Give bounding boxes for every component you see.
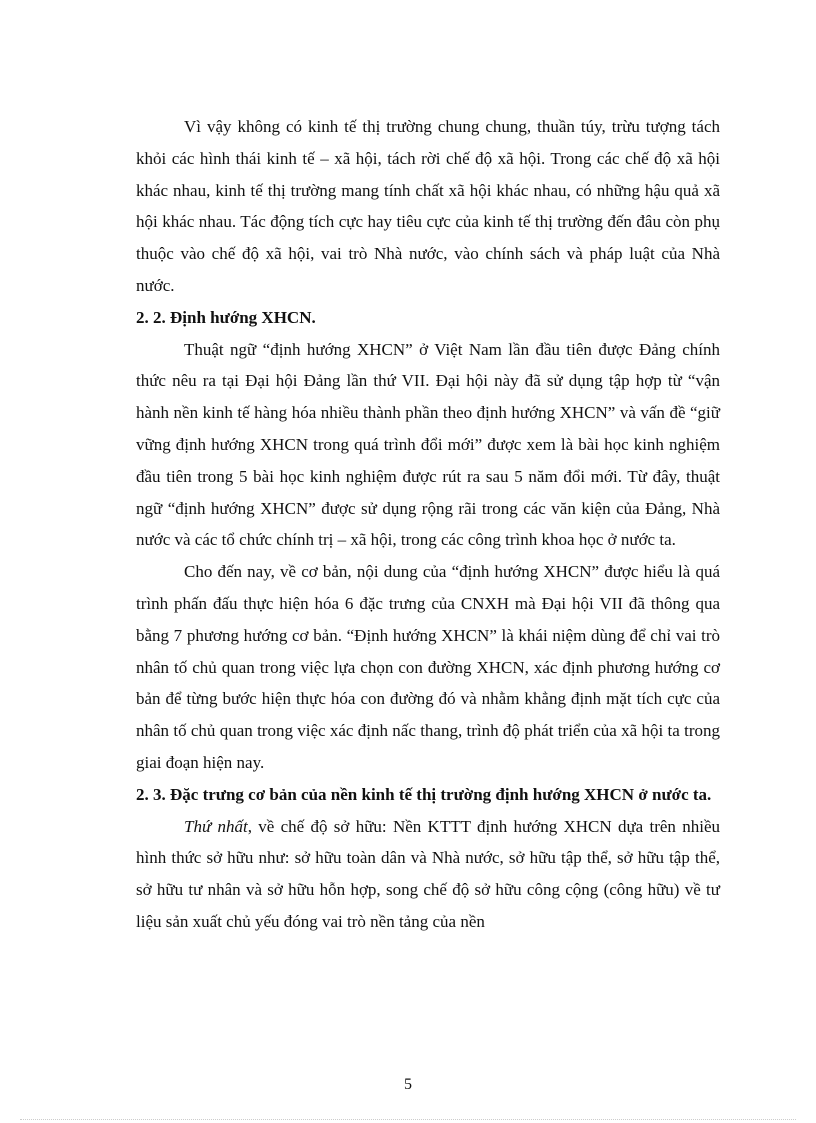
page-bottom-divider bbox=[20, 1119, 796, 1120]
paragraph-4 bbox=[136, 811, 720, 938]
paragraph-4-lead: Thứ nhất bbox=[184, 816, 248, 836]
paragraph-3: Cho đến nay, về cơ bản, nội dung của “định hướng XHCN” được hiểu là quá trình phấn đấu thực hiện hóa 6 đặc trưng của CNXH mà Đại hội VII đã thông qua bằng 7 phương hướng cơ bản. “Định hướng XHCN” là khái niệm dùng để chỉ vai trò nhân tố chủ quan trong việc lựa chọn con đường XHCN, xác định phương hướng cơ bản để từng bước hiện thực hóa con đường đó và nhằm khẳng định mặt tích cực của nhân tố chủ quan trong việc xác định nấc thang, trình độ phát triển của xã hội ta trong giai đoạn hiện nay. bbox=[136, 562, 720, 772]
section-heading-2-3: 2. 3. Đặc trưng cơ bản của nền kinh tế thị trường định hướng XHCN ở nước ta. bbox=[136, 784, 712, 804]
paragraph-4-body: , về chế độ sở hữu: Nền KTTT định hướng XHCN dựa trên nhiều hình thức sở hữu như: sở hữu toàn dân và Nhà nước, sở hữu tập thể, sở hữu tập thể, sở hữu tư nhân và sở hữu hỗn hợp, song chế độ sở hữu công cộng (công hữu) về tư liệu sản xuất chủ yếu đóng vai trò nền tảng của nền bbox=[136, 816, 720, 931]
section-heading-2-2: 2. 2. Định hướng XHCN. bbox=[136, 307, 316, 327]
paragraph-1: Vì vậy không có kinh tế thị trường chung chung, thuần túy, trừu tượng tách khỏi các hình thái kinh tế – xã hội, tách rời chế độ xã hội. Trong các chế độ xã hội khác nhau, kinh tế thị trường mang tính chất xã hội khác nhau, có những hậu quả xã hội khác nhau. Tác động tích cực hay tiêu cực của kinh tế thị trường đến đâu còn phụ thuộc vào chế độ xã hội, vai trò Nhà nước, vào chính sách và pháp luật của Nhà nước. bbox=[136, 117, 720, 295]
paragraph-2: Thuật ngữ “định hướng XHCN” ở Việt Nam lần đầu tiên được Đảng chính thức nêu ra tại Đại hội Đảng lần thứ VII. Đại hội này đã sử dụng tập hợp từ “vận hành nền kinh tế hàng hóa nhiều thành phần theo định hướng XHCN” và vấn đề “giữ vững định hướng XHCN trong quá trình đổi mới” được xem là bài học kinh nghiệm đầu tiên trong 5 bài học kinh nghiệm được rút ra sau 5 năm đổi mới. Từ đây, thuật ngữ “định hướng XHCN” được sử dụng rộng rãi trong các văn kiện của Đảng, Nhà nước và các tổ chức chính trị – xã hội, trong các công trình khoa học ở nước ta. bbox=[136, 339, 720, 550]
page-number: 5 bbox=[404, 1076, 412, 1093]
page-content bbox=[136, 111, 720, 938]
